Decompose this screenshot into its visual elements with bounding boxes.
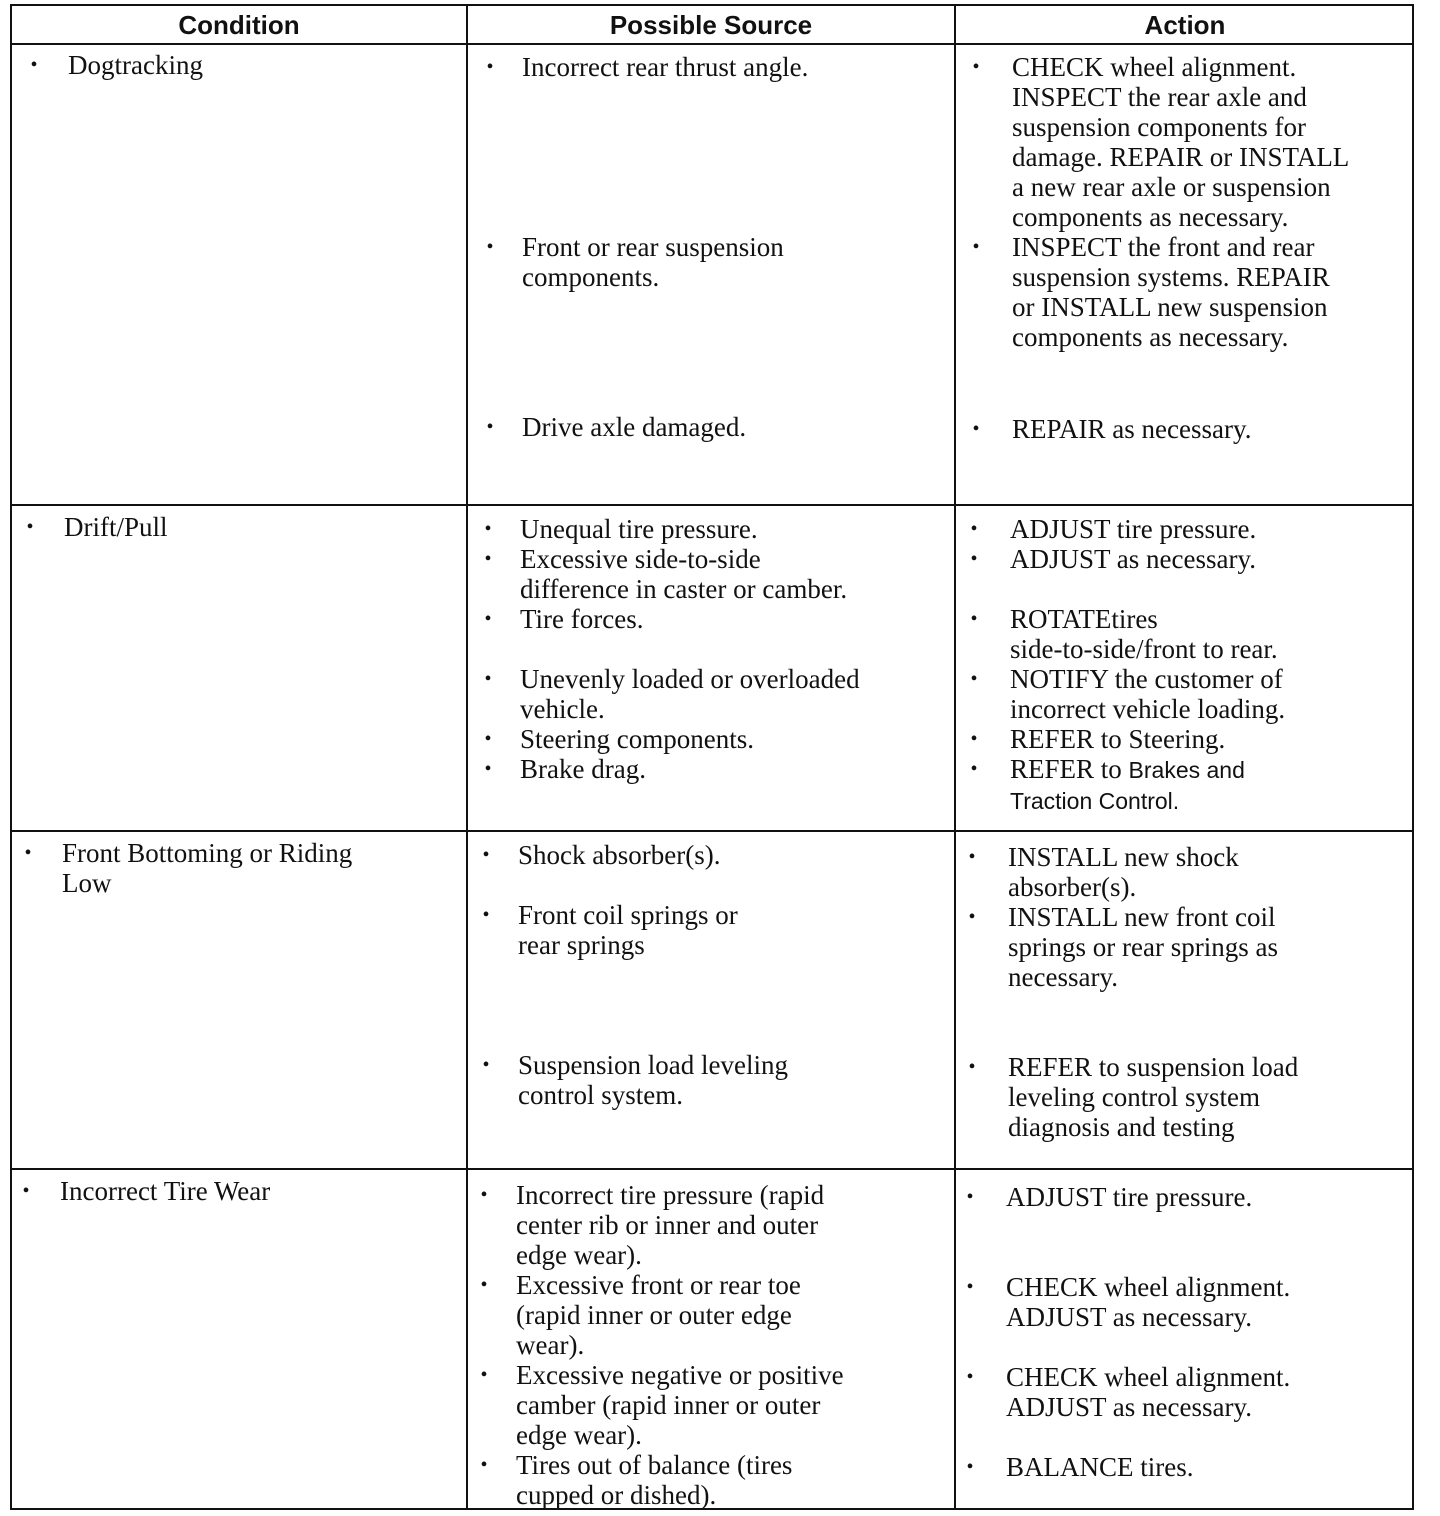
action-text: NOTIFY the customer of incorrect vehicle loading. [1010,664,1286,724]
bullet-icon: • [22,1180,30,1202]
bullet-icon: • [970,758,978,780]
bullet-icon: • [970,518,978,540]
bullet-icon: • [30,54,38,76]
bullet-icon: • [482,844,490,866]
bullet-icon: • [484,728,492,750]
source-text: Tire forces. [520,604,644,634]
row-divider [12,830,1412,832]
action-text: CHECK wheel alignment. ADJUST as necessary. [1006,1362,1291,1422]
bullet-icon: • [966,1456,974,1478]
source-text: Excessive negative or positive camber (rapid inner or outer edge wear). [516,1360,844,1450]
condition-text: Dogtracking [68,50,203,80]
bullet-icon: • [484,518,492,540]
bullet-icon: • [970,668,978,690]
source-text: Incorrect rear thrust angle. [522,52,809,82]
bullet-icon: • [972,236,980,258]
condition-text: Drift/Pull [64,512,168,542]
header-possible-source: Possible Source [609,9,813,40]
action-text: REFER to Steering. [1010,724,1226,754]
row-divider [12,1168,1412,1170]
bullet-icon: • [486,236,494,258]
row-divider [12,504,1412,506]
bullet-icon: • [482,1054,490,1076]
header-action: Action [1144,9,1226,40]
bullet-icon: • [26,516,34,538]
bullet-icon: • [966,1366,974,1388]
bullet-icon: • [972,56,980,78]
source-text: Steering components. [520,724,754,754]
action-text: CHECK wheel alignment. ADJUST as necessary. [1006,1272,1291,1332]
diagnosis-table [10,4,1414,1510]
source-text: Unevenly loaded or overloaded vehicle. [520,664,860,724]
action-text-reference: Traction Control. [1010,788,1180,814]
action-text: ADJUST as necessary. [1010,544,1256,574]
action-text: ADJUST tire pressure. [1010,514,1257,544]
bullet-icon: • [966,1276,974,1298]
action-text-lead: REFER to [1010,754,1122,784]
source-text: Drive axle damaged. [522,412,747,442]
bullet-icon: • [484,668,492,690]
bullet-icon: • [968,1056,976,1078]
header-condition: Condition [178,9,300,40]
action-text: INSTALL new front coil springs or rear springs as necessary. [1008,902,1278,992]
action-text: REPAIR as necessary. [1012,414,1252,444]
source-text: Incorrect tire pressure (rapid center rib or inner and outer edge wear). [516,1180,825,1270]
action-text: INSPECT the front and rear suspension systems. REPAIR or INSTALL new suspension components as necessary. [1012,232,1330,352]
source-text: Suspension load leveling control system. [518,1050,788,1110]
action-text: INSTALL new shock absorber(s). [1008,842,1239,902]
source-text: Front coil springs or rear springs [518,900,738,960]
bullet-icon: • [972,418,980,440]
action-text: CHECK wheel alignment. INSPECT the rear axle and suspension components for damage. REPAIR or INSTALL a new rear axle or suspension components as necessary. [1012,52,1350,232]
bullet-icon: • [968,906,976,928]
source-text: Shock absorber(s). [518,840,721,870]
bullet-icon: • [966,1186,974,1208]
bullet-icon: • [970,548,978,570]
action-text: REFER to suspension load leveling control system diagnosis and testing [1008,1052,1299,1142]
action-text: ROTATEtires side-to-side/front to rear. [1010,604,1278,664]
source-text: Unequal tire pressure. [520,514,758,544]
column-divider [954,6,956,1508]
source-text: Excessive side-to-side difference in caster or camber. [520,544,848,604]
action-text: ADJUST tire pressure. [1006,1182,1253,1212]
bullet-icon: • [480,1364,488,1386]
source-text: Tires out of balance (tires cupped or dished). [516,1450,793,1510]
bullet-icon: • [484,758,492,780]
bullet-icon: • [24,842,32,864]
bullet-icon: • [480,1184,488,1206]
action-text [1010,754,1406,816]
source-text: Brake drag. [520,754,646,784]
bullet-icon: • [482,904,490,926]
bullet-icon: • [480,1454,488,1476]
bullet-icon: • [486,56,494,78]
action-text: BALANCE tires. [1006,1452,1194,1482]
source-text: Front or rear suspension components. [522,232,784,292]
condition-text: Front Bottoming or Riding Low [62,838,353,898]
source-text: Excessive front or rear toe (rapid inner or outer edge wear). [516,1270,801,1360]
bullet-icon: • [970,728,978,750]
bullet-icon: • [480,1274,488,1296]
condition-text: Incorrect Tire Wear [60,1176,271,1206]
column-divider [466,6,468,1508]
bullet-icon: • [970,608,978,630]
bullet-icon: • [484,608,492,630]
bullet-icon: • [486,416,494,438]
bullet-icon: • [484,548,492,570]
action-text-reference: Brakes and [1128,757,1245,783]
bullet-icon: • [968,846,976,868]
